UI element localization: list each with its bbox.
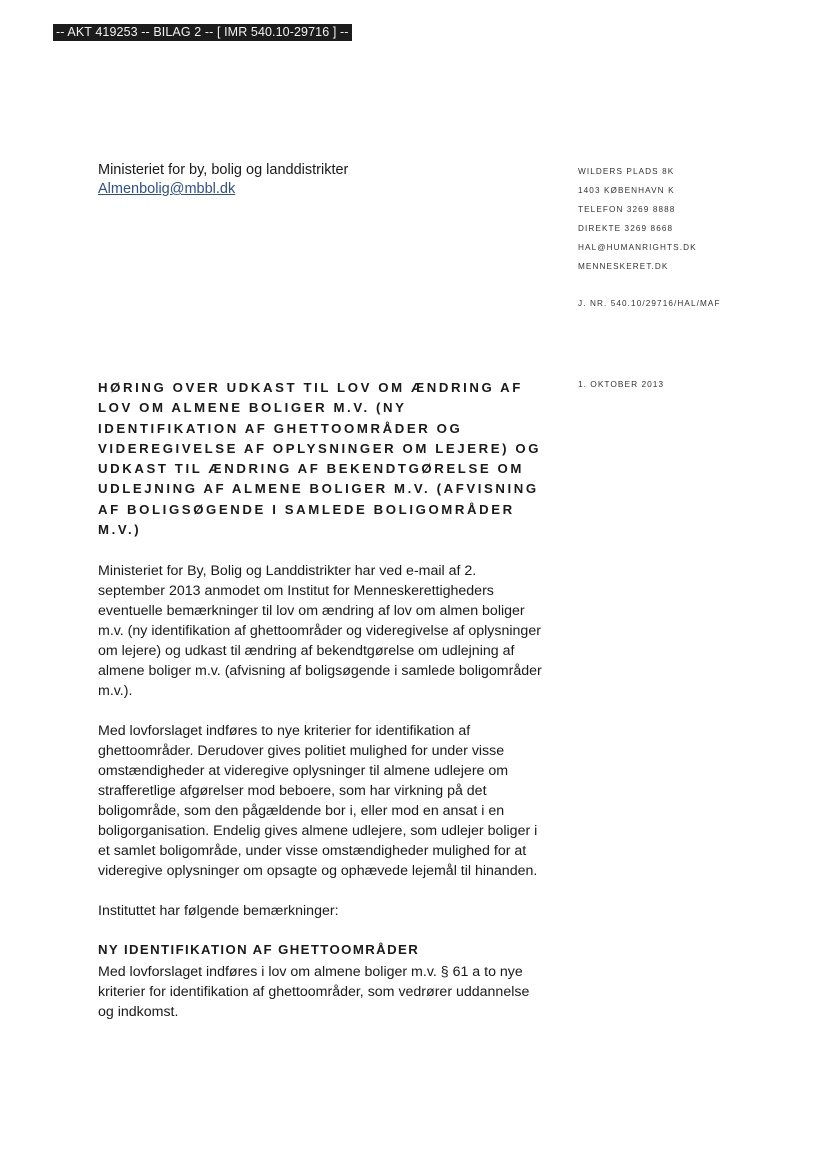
body-paragraph: Med lovforslaget indføres to nye kriterier for identifikation af ghettoområder. Derudover gives politiet mulighed for under visse omstændigheder at videregive oplysninger til almene udlejere om strafferetlige afgørelser mod beboere, som har virkning på det boligområde, som den pågældende bor i, eller mod en ansat i en boligorganisation. Endelig gives almene udlejere, som udlejer boliger i et samlet boligområde, under visse omstændigheder mulighed for at videregive oplysninger om opsagte og ophævede lejemål til hinanden.: [98, 723, 538, 879]
letter-date: 1. OKTOBER 2013: [578, 379, 665, 389]
sender-address-block: [578, 163, 753, 314]
sender-line: MENNESKERET.DK: [578, 261, 669, 271]
letter-title: HØRING OVER UDKAST TIL LOV OM ÆNDRING AF LOV OM ALMENE BOLIGER M.V. (NY IDENTIFIKATION AF GHETTOOMRÅDER OG VIDEREGIVELSE AF OPLYSNINGER OM LEJERE) OG UDKAST TIL ÆNDRING AF BEKENDTGØRELSE OM UDLEJNING AF ALMENE BOLIGER M.V. (AFVISNING AF BOLIGSØGENDE I SAMLEDE BOLIGOMRÅDER M.V.): [98, 380, 542, 538]
body-paragraph: Instituttet har følgende bemærkninger:: [98, 903, 339, 919]
sender-line: TELEFON 3269 8888: [578, 204, 676, 214]
recipient-email-link[interactable]: Almenbolig@mbbl.dk: [98, 181, 236, 197]
recipient-name: Ministeriet for by, bolig og landdistrikter: [98, 162, 349, 178]
body-paragraph: Ministeriet for By, Bolig og Landdistrikter har ved e-mail af 2. september 2013 anmodet om Institut for Menneskerettigheders eventuelle bemærkninger til lov om ændring af lov om almen boliger m.v. (ny identifikation af ghettoområder og videregivelse af oplysninger om lejere) og udkast til ændring af bekendtgørelse om udlejning af almene boliger m.v. (afvisning af boligsøgende i samlede boligområder m.v.).: [98, 563, 542, 699]
letter-body: [98, 561, 568, 941]
section-paragraph: Med lovforslaget indføres i lov om almene boliger m.v. § 61 a to nye kriterier for identifikation af ghettoområder, som vedrører uddannelse og indkomst.: [98, 964, 530, 1020]
journal-number: J. NR. 540.10/29716/HAL/MAF: [578, 299, 721, 309]
sender-line: 1403 KØBENHAVN K: [578, 185, 675, 195]
section-heading: NY IDENTIFIKATION AF GHETTOOMRÅDER: [98, 942, 420, 957]
sender-line: DIREKTE 3269 8668: [578, 223, 674, 233]
recipient-block: [98, 161, 348, 199]
sender-line: HAL@HUMANRIGHTS.DK: [578, 242, 697, 252]
document-stamp: -- AKT 419253 -- BILAG 2 -- [ IMR 540.10-29716 ] --: [53, 24, 352, 41]
sender-line: WILDERS PLADS 8K: [578, 167, 675, 176]
